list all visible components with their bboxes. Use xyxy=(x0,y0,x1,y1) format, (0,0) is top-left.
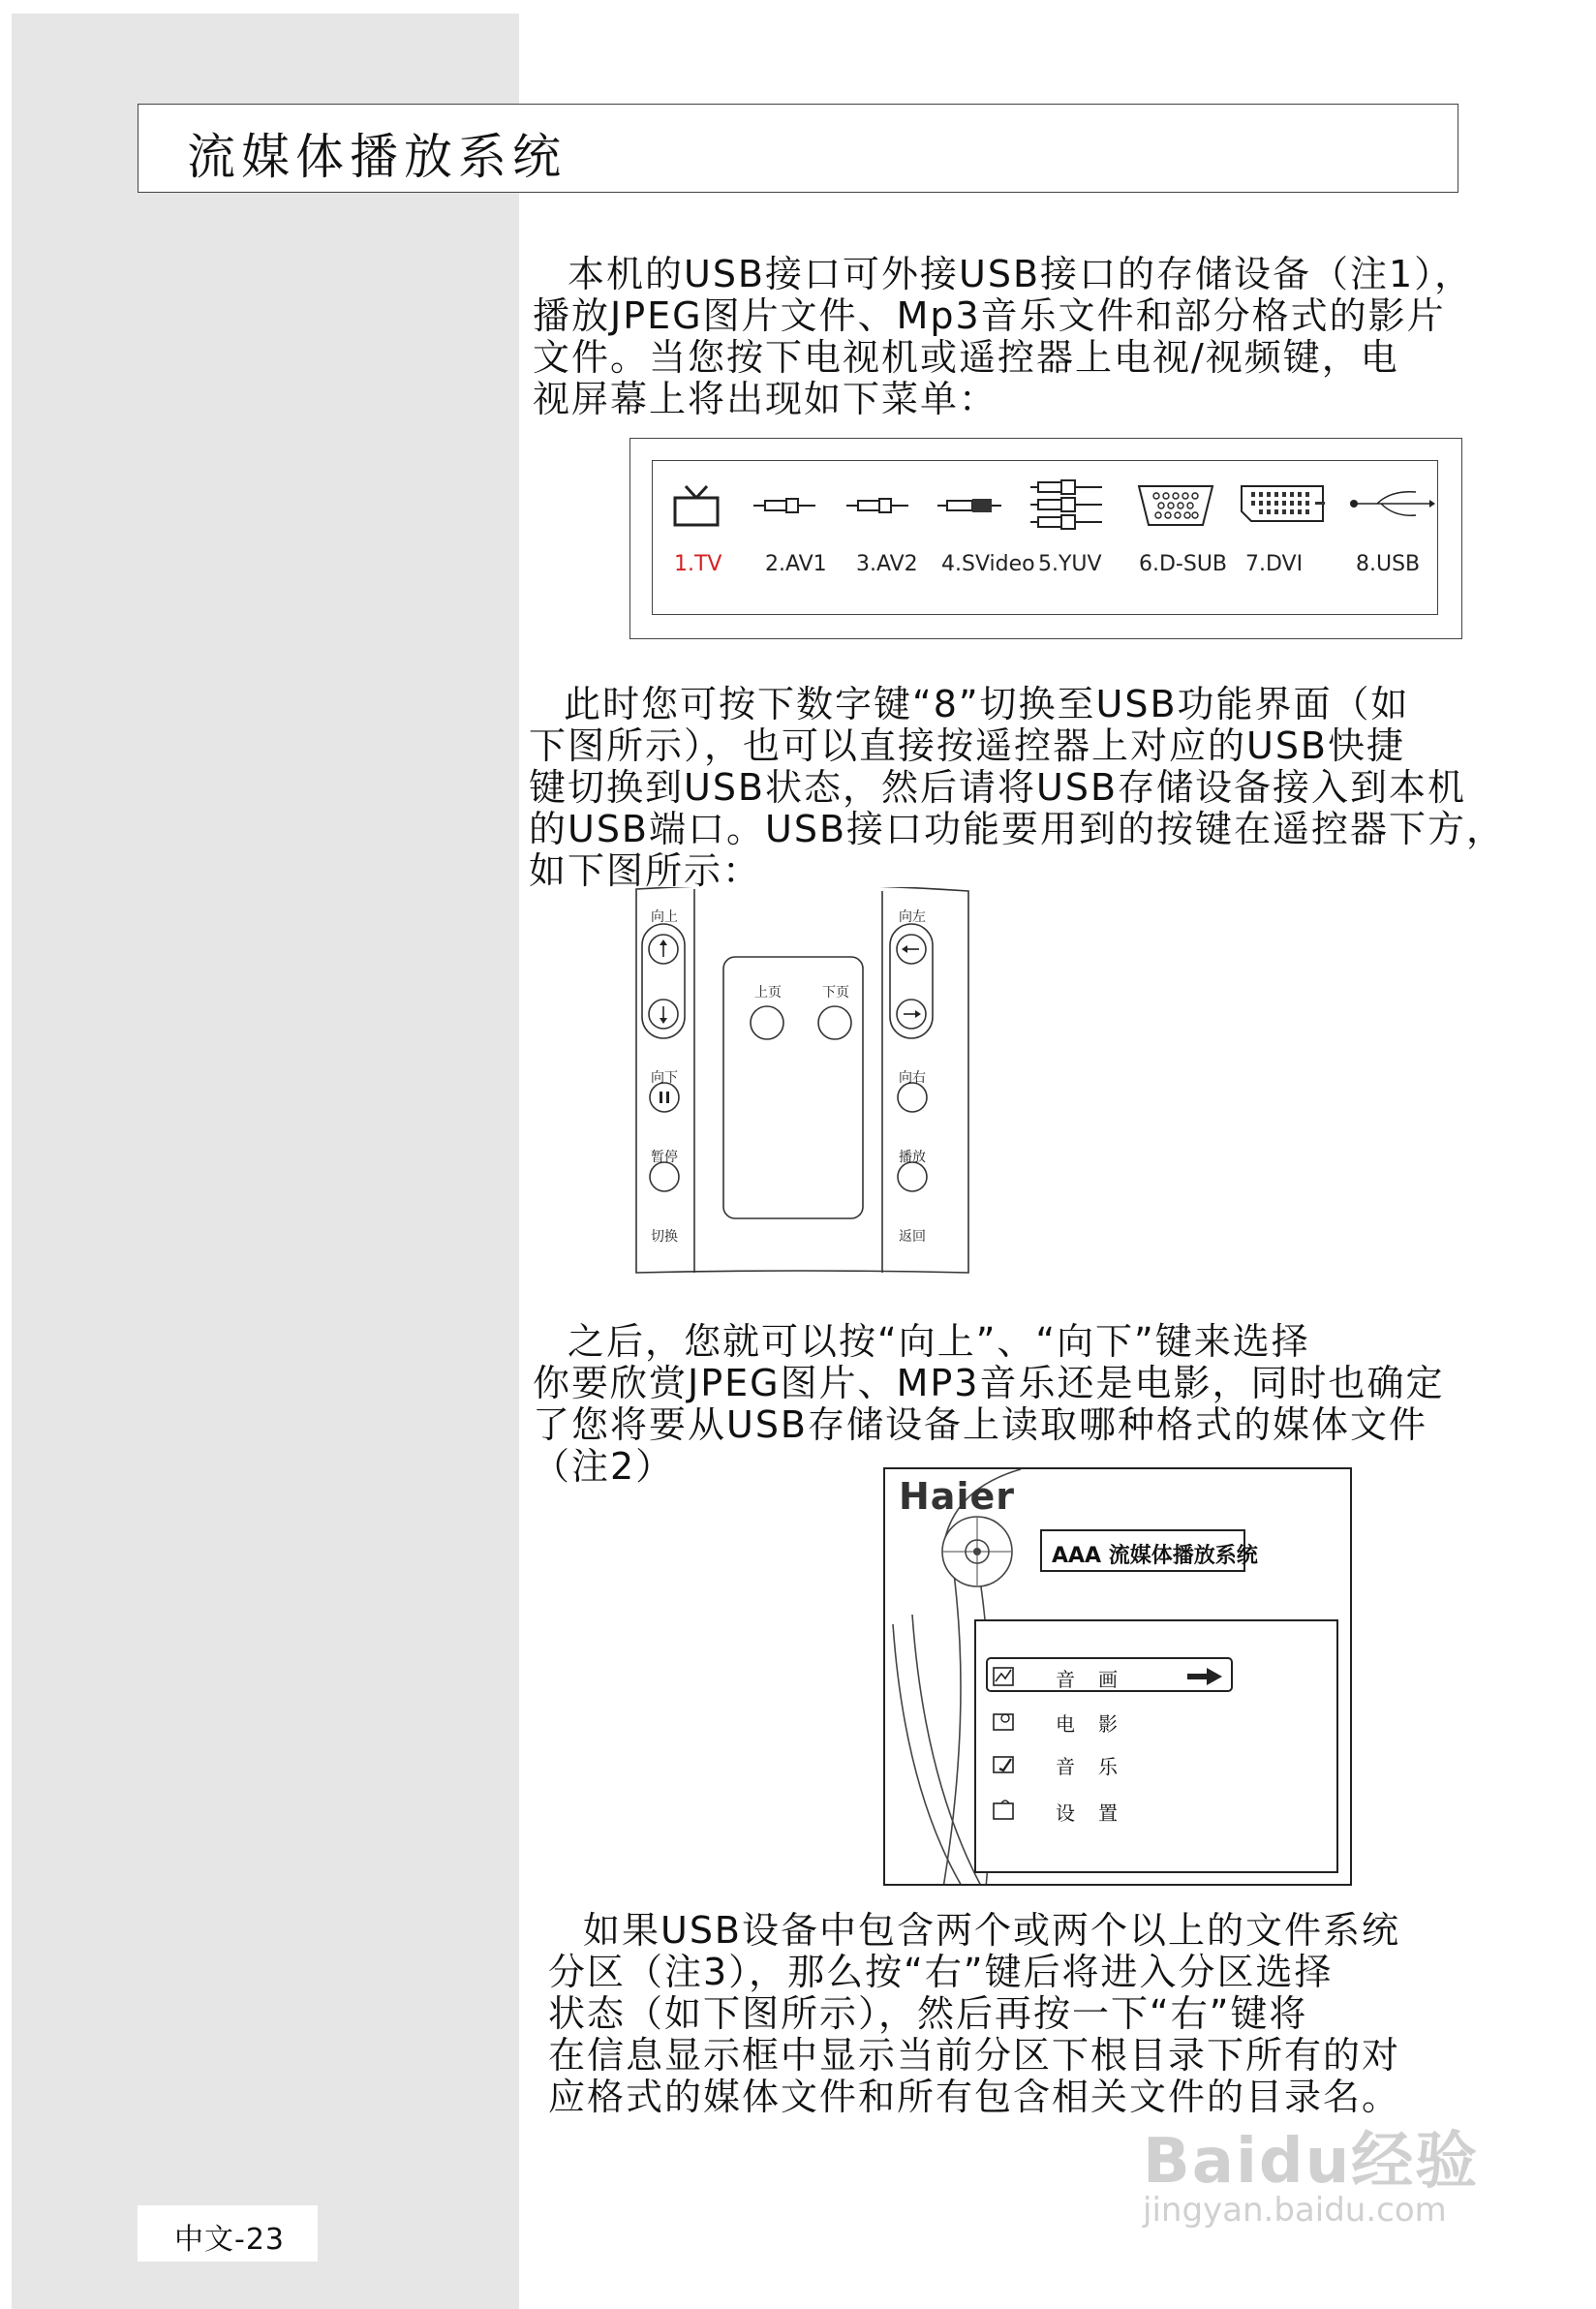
section-title-box xyxy=(138,104,1458,193)
paragraph-line: 下图所示），也可以直接按遥控器上对应的USB快捷 xyxy=(529,724,1406,767)
source-label-av1: 2.AV1 xyxy=(765,552,827,576)
menu-label: 设置 xyxy=(1056,1801,1141,1825)
system-banner-text: AAA 流媒体播放系统 xyxy=(1052,1544,1258,1568)
remote-label-play: 播放 xyxy=(899,1150,926,1165)
paragraph-line: 如果USB设备中包含两个或两个以上的文件系统 xyxy=(583,1909,1401,1952)
paragraph-line: 如下图所示： xyxy=(529,849,762,892)
svideo-connector-icon xyxy=(937,496,1001,515)
page-number: 中文-23 xyxy=(174,2223,285,2257)
up-arrow-button[interactable] xyxy=(646,932,681,967)
paragraph-select-media xyxy=(533,1321,1444,1488)
remote-label-switch: 切换 xyxy=(651,1229,678,1245)
settings-icon xyxy=(992,1800,1017,1821)
yuv-connector-icon xyxy=(1030,478,1102,533)
source-label-dsub: 6.D-SUB xyxy=(1139,552,1228,576)
input-source-menu xyxy=(652,460,1438,615)
music-icon xyxy=(992,1753,1017,1774)
dvi-connector-icon xyxy=(1238,482,1331,525)
watermark-url: jingyan.baidu.com xyxy=(1143,2191,1447,2230)
watermark-logo: Baidu经验 xyxy=(1143,2126,1480,2198)
menu-label: 音乐 xyxy=(1056,1755,1141,1778)
remote-label-up: 向上 xyxy=(651,909,678,925)
menu-label: 电影 xyxy=(1056,1712,1141,1736)
movie-icon xyxy=(992,1710,1017,1732)
input-source-menu-figure xyxy=(629,438,1462,639)
source-label-svideo: 4.SVideo xyxy=(941,552,1035,576)
media-menu xyxy=(974,1619,1338,1873)
system-banner xyxy=(1040,1529,1258,1572)
paragraph-line: 分区（注3），那么按“右”键后将进入分区选择 xyxy=(548,1951,1334,1993)
section-title: 流媒体播放系统 xyxy=(187,129,567,185)
source-label-dvi: 7.DVI xyxy=(1245,552,1304,576)
paragraph-line: 状态（如下图所示），然后再按一下“右”键将 xyxy=(548,1992,1308,2035)
remote-label-down: 向下 xyxy=(651,1070,678,1086)
usb-menu-screen-figure xyxy=(883,1467,1352,1886)
source-label-yuv: 5.YUV xyxy=(1038,552,1102,576)
paragraph-intro xyxy=(533,254,1473,420)
usb-icon xyxy=(1348,486,1435,521)
paragraph-usb-switch xyxy=(529,684,1505,892)
menu-item-music[interactable] xyxy=(976,1747,1336,1782)
source-label-tv: 1.TV xyxy=(674,552,722,576)
paragraph-line: 文件。当您按下电视机或遥控器上电视/视频键，电 xyxy=(533,336,1399,379)
av-connector-icon xyxy=(846,496,908,515)
source-label-usb: 8.USB xyxy=(1356,552,1421,576)
remote-label-page-up: 上页 xyxy=(754,985,782,1001)
remote-label-back: 返回 xyxy=(899,1229,926,1245)
menu-item-settings[interactable] xyxy=(976,1794,1336,1829)
haier-logo: Haier xyxy=(899,1475,1015,1518)
remote-label-page-down: 下页 xyxy=(822,985,849,1001)
tv-icon xyxy=(672,484,721,527)
page-down-button[interactable] xyxy=(815,1003,854,1042)
remote-label-left: 向左 xyxy=(899,909,926,925)
paragraph-line: 播放JPEG图片文件、Mp3音乐文件和部分格式的影片 xyxy=(533,294,1446,337)
dsub-connector-icon xyxy=(1135,482,1216,529)
menu-label: 音画 xyxy=(1056,1668,1141,1691)
left-margin-band xyxy=(12,14,519,2309)
paragraph-line: 键切换到USB状态，然后请将USB存储设备接入到本机 xyxy=(529,766,1467,809)
paragraph-line: 了您将要从USB存储设备上读取哪种格式的媒体文件 xyxy=(533,1403,1428,1446)
page-number-box xyxy=(138,2205,318,2262)
paragraph-line: 应格式的媒体文件和所有包含相关文件的目录名。 xyxy=(548,2076,1401,2118)
remote-label-pause: 暂停 xyxy=(651,1150,678,1165)
remote-control-figure xyxy=(634,887,973,1275)
paragraph-line: 视屏幕上将出现如下菜单： xyxy=(533,378,998,420)
paragraph-line: 你要欣赏JPEG图片、MP3音乐还是电影，同时也确定 xyxy=(533,1362,1445,1404)
remote-label-right: 向右 xyxy=(899,1070,926,1086)
picture-icon xyxy=(992,1666,1017,1687)
paragraph-line: （注2） xyxy=(533,1445,675,1488)
paragraph-line: 在信息显示框中显示当前分区下根目录下所有的对 xyxy=(548,2034,1401,2077)
menu-item-picture[interactable] xyxy=(976,1660,1336,1695)
paragraph-line: 之后，您就可以按“向上”、“向下”键来选择 xyxy=(568,1320,1310,1363)
av-connector-icon xyxy=(753,496,815,515)
paragraph-line: 本机的USB接口可外接USB接口的存储设备（注1）， xyxy=(568,253,1474,295)
arrow-right-icon xyxy=(1187,1668,1222,1685)
right-arrow-button[interactable] xyxy=(894,997,929,1031)
paragraph-partitions xyxy=(548,1910,1400,2118)
left-arrow-button[interactable] xyxy=(894,932,929,967)
down-arrow-button[interactable] xyxy=(646,997,681,1031)
page-up-button[interactable] xyxy=(748,1003,786,1042)
menu-item-movie[interactable] xyxy=(976,1705,1336,1739)
paragraph-line: 此时您可按下数字键“8”切换至USB功能界面（如 xyxy=(564,683,1410,725)
source-label-av2: 3.AV2 xyxy=(856,552,918,576)
paragraph-line: 的USB端口。USB接口功能要用到的按键在遥控器下方， xyxy=(529,808,1506,850)
